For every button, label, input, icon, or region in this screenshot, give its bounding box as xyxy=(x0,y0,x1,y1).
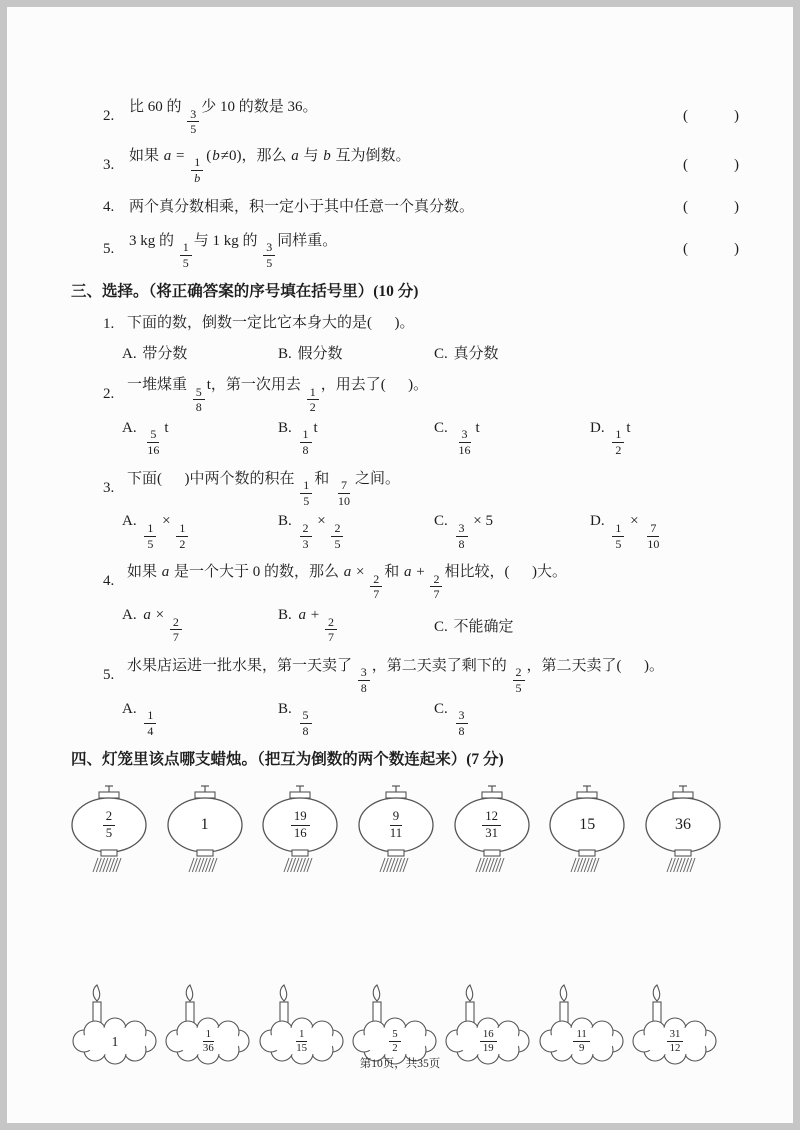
item-text: 如果 a = $\frac{1}{b}$ (b≠0)，那么 a 与 b 互为倒数。 xyxy=(129,147,411,185)
fraction: $\frac{2}{5}$ xyxy=(331,522,343,550)
item-number: 4. xyxy=(103,199,115,216)
fraction: $\frac{3}{5}$ xyxy=(187,108,199,136)
question-stem xyxy=(103,562,793,601)
question-number: 4. xyxy=(103,573,115,590)
math-variable: a xyxy=(404,564,412,581)
option-label: B. xyxy=(278,419,296,436)
answer-blank[interactable] xyxy=(683,199,739,216)
section3-title: 三、选择。 xyxy=(71,283,149,301)
true-false-section xyxy=(7,97,793,269)
lantern-value: 15 xyxy=(579,816,596,834)
answer-blank[interactable] xyxy=(683,157,739,174)
candle-value xyxy=(349,1028,441,1055)
answer-option[interactable]: D. $\frac{1}{5}$ × $\frac{7}{10}$ xyxy=(590,513,746,550)
answer-option[interactable]: B. a + $\frac{2}{7}$ xyxy=(278,607,434,644)
option-label: A. xyxy=(122,419,141,436)
question-text: 下面的数，倒数一定比它本身大的是( )。 xyxy=(127,315,415,332)
fraction: $\frac{2}{7}$ xyxy=(370,573,382,601)
candle-value xyxy=(629,1028,721,1055)
fraction: $\frac{19}{16}$ xyxy=(291,810,310,840)
fraction: $\frac{9}{11}$ xyxy=(389,809,403,840)
option-label: B. xyxy=(278,345,296,362)
answer-option[interactable]: A. $\frac{1}{5}$ × $\frac{1}{2}$ xyxy=(122,513,278,550)
true-false-item xyxy=(7,146,793,185)
fraction: $\frac{3}{8}$ xyxy=(456,709,468,737)
fraction: $\frac{2}{7}$ xyxy=(325,616,337,644)
answer-option[interactable] xyxy=(278,701,434,738)
lantern[interactable] xyxy=(448,784,536,876)
answer-option[interactable]: B. $\frac{1}{8}$ t xyxy=(278,419,318,458)
candle-value xyxy=(536,1028,628,1055)
question-text: 如果 a 是一个大于 0 的数，那么 a × $\frac{2}{7}$ 和 a + $\frac{2}{7}$ 相比较，( )大。 xyxy=(127,564,567,602)
fraction: $\frac{1}{4}$ xyxy=(144,709,156,737)
option-label: A. xyxy=(122,700,141,717)
options-row xyxy=(103,420,793,457)
close-paren: ) xyxy=(734,107,739,124)
section4-title: 四、灯笼里该点哪支蜡烛。 xyxy=(71,751,258,769)
fraction: $\frac{3}{16}$ xyxy=(458,427,471,458)
question xyxy=(7,469,793,551)
candle-value xyxy=(442,1028,534,1055)
close-paren: ) xyxy=(734,241,739,258)
item-text: 两个真分数相乘，积一定小于其中任意一个真分数。 xyxy=(129,198,475,215)
fraction: $\frac{1}{5}$ xyxy=(300,479,312,507)
answer-blank[interactable] xyxy=(683,241,739,258)
lantern[interactable] xyxy=(352,784,440,876)
item-text: 比 60 的 $\frac{3}{5}$ 少 10 的数是 36。 xyxy=(129,99,318,137)
section3-heading xyxy=(7,279,793,301)
fraction: $\frac{3}{8}$ xyxy=(358,666,370,694)
section3-note: （将正确答案的序号填在括号里）(10 分) xyxy=(148,283,419,301)
lantern-value: 36 xyxy=(674,816,691,834)
math-variable: a xyxy=(161,564,170,581)
fraction: $\frac{5}{16}$ xyxy=(147,427,160,458)
fraction: $\frac{2}{3}$ xyxy=(300,522,312,550)
candle-value: 1 xyxy=(111,1033,119,1049)
fraction: $\frac{7}{10}$ xyxy=(338,478,351,508)
lantern[interactable] xyxy=(543,784,631,876)
fraction: $\frac{31}{12}$ xyxy=(667,1029,684,1055)
true-false-item xyxy=(7,97,793,136)
math-variable: a xyxy=(343,564,352,581)
options-row xyxy=(103,341,793,363)
option-label: B. xyxy=(278,513,296,530)
option-label: B. xyxy=(278,700,296,717)
close-paren: ) xyxy=(734,156,739,173)
fraction: $\frac{3}{8}$ xyxy=(456,522,468,550)
question-number: 5. xyxy=(103,666,115,683)
question-number: 1. xyxy=(103,315,115,332)
open-paren: ( xyxy=(683,156,688,173)
true-false-item xyxy=(7,195,793,221)
lantern-value xyxy=(448,798,536,852)
fraction: $\frac{1}{15}$ xyxy=(296,1028,308,1055)
fraction: $\frac{7}{10}$ xyxy=(647,521,660,551)
question-stem xyxy=(103,313,793,335)
question-stem xyxy=(103,469,793,508)
answer-option[interactable]: D. $\frac{1}{2}$ t xyxy=(590,419,631,458)
question-text: 一堆煤重 $\frac{5}{8}$ t，第一次用去 $\frac{1}{2}$ ，用去了( )。 xyxy=(127,377,429,415)
option-label: C. xyxy=(434,513,452,530)
question xyxy=(7,313,793,363)
lantern[interactable] xyxy=(256,784,344,876)
option-label: D. xyxy=(590,513,609,530)
fraction: $\frac{2}{7}$ xyxy=(430,573,442,601)
math-variable: a xyxy=(298,607,307,623)
options-row xyxy=(103,513,793,550)
item-number: 5. xyxy=(103,241,115,258)
answer-option[interactable]: C. $\frac{3}{8}$ × 5 xyxy=(434,513,493,551)
lantern-value: 1 xyxy=(200,816,209,834)
answer-option[interactable]: A. a × $\frac{2}{7}$ xyxy=(122,607,278,644)
fraction: $\frac{5}{8}$ xyxy=(193,386,205,414)
fraction: $\frac{1}{5}$ xyxy=(612,522,624,550)
answer-option[interactable] xyxy=(122,701,278,738)
fraction: $\frac{2}{5}$ xyxy=(103,810,115,840)
question-number: 3. xyxy=(103,479,115,496)
lantern-row xyxy=(7,774,793,876)
option-label: A. xyxy=(122,513,141,530)
options-row xyxy=(103,607,793,644)
section4-note: （把互为倒数的两个数连起来）(7 分) xyxy=(257,751,504,769)
options-row xyxy=(103,701,793,738)
fraction: $\frac{1}{8}$ xyxy=(300,428,312,456)
option-label: B. xyxy=(278,607,296,623)
lantern[interactable] xyxy=(161,784,249,876)
true-false-item xyxy=(7,231,793,270)
question-stem xyxy=(103,375,793,414)
candle-value xyxy=(256,1028,348,1055)
fraction: $\frac{1}{36}$ xyxy=(202,1028,214,1055)
question-text: 下面( )中两个数的积在 $\frac{1}{5}$ 和 $\frac{7}{10}$ 之间。 xyxy=(127,470,401,508)
lantern-value xyxy=(256,798,344,852)
fraction: $\frac{3}{5}$ xyxy=(263,241,275,269)
option-label: D. xyxy=(590,419,609,436)
option-label: C. xyxy=(434,419,452,436)
lantern[interactable] xyxy=(639,784,727,876)
answer-option[interactable]: B. $\frac{2}{3}$ × $\frac{2}{5}$ xyxy=(278,513,434,550)
fraction: $\frac{1}{2}$ xyxy=(176,522,188,550)
option-label: C. xyxy=(434,345,452,362)
option-label: A. xyxy=(122,345,141,362)
item-number: 2. xyxy=(103,107,115,124)
fraction: $\frac{1}{2}$ xyxy=(307,386,319,414)
open-paren: ( xyxy=(683,199,688,216)
question xyxy=(7,562,793,644)
answer-option[interactable]: C. $\frac{3}{16}$ t xyxy=(434,419,480,458)
question xyxy=(7,375,793,457)
fraction: $\frac{2}{5}$ xyxy=(513,666,525,694)
question-number: 2. xyxy=(103,385,115,402)
question xyxy=(7,656,793,738)
choice-section xyxy=(7,313,793,737)
option-label: C. xyxy=(434,700,452,717)
math-variable: b xyxy=(212,147,220,164)
open-paren: ( xyxy=(683,241,688,258)
open-paren: ( xyxy=(683,107,688,124)
section4-heading xyxy=(7,747,793,769)
math-variable: b xyxy=(194,170,201,185)
question-stem xyxy=(103,656,793,695)
close-paren: ) xyxy=(734,199,739,216)
fraction: $\frac{16}{19}$ xyxy=(480,1029,497,1055)
lantern-value xyxy=(65,798,153,852)
answer-blank[interactable] xyxy=(683,108,739,125)
math-variable: a xyxy=(291,147,299,164)
answer-option[interactable]: B. 假分数 xyxy=(278,345,343,362)
fraction: $\frac{1}{5}$ xyxy=(144,522,156,550)
math-variable: a xyxy=(143,607,151,623)
fraction: $\frac{1}{5}$ xyxy=(180,241,192,269)
answer-option[interactable]: A. $\frac{5}{16}$ t xyxy=(122,419,169,458)
item-text: 3 kg 的 $\frac{1}{5}$ 与 1 kg 的 $\frac{3}{5}$ 同样重。 xyxy=(129,232,338,270)
answer-option[interactable]: A. 带分数 xyxy=(122,345,188,362)
lantern-value xyxy=(352,798,440,852)
option-label: C. xyxy=(434,618,452,635)
candle-value xyxy=(162,1028,254,1055)
fraction: $\frac{1}{2}$ xyxy=(612,428,624,456)
fraction: $\frac{12}{31}$ xyxy=(482,810,501,840)
answer-option[interactable] xyxy=(434,701,590,738)
answer-option[interactable]: C. 真分数 xyxy=(434,345,499,362)
fraction: $\frac{5}{2}$ xyxy=(389,1029,400,1055)
paper xyxy=(7,7,793,1123)
lantern[interactable] xyxy=(65,784,153,876)
fraction: $\frac{5}{8}$ xyxy=(300,709,312,737)
page-footer: 第10页，共35页 xyxy=(359,1058,441,1070)
answer-option[interactable]: C. 不能确定 xyxy=(434,618,514,635)
item-number: 3. xyxy=(103,156,115,173)
math-variable: b xyxy=(323,147,331,164)
math-variable: a xyxy=(163,147,172,164)
option-label: A. xyxy=(122,607,141,623)
question-text: 水果店运进一批水果，第一天卖了 $\frac{3}{8}$ ，第二天卖了剩下的 $\frac{2}{5}$ ，第二天卖了( )。 xyxy=(127,657,665,695)
fraction: $\frac{1}{b}$ xyxy=(190,156,204,184)
fraction: $\frac{11}{9}$ xyxy=(573,1029,589,1055)
fraction: $\frac{2}{7}$ xyxy=(170,616,182,644)
